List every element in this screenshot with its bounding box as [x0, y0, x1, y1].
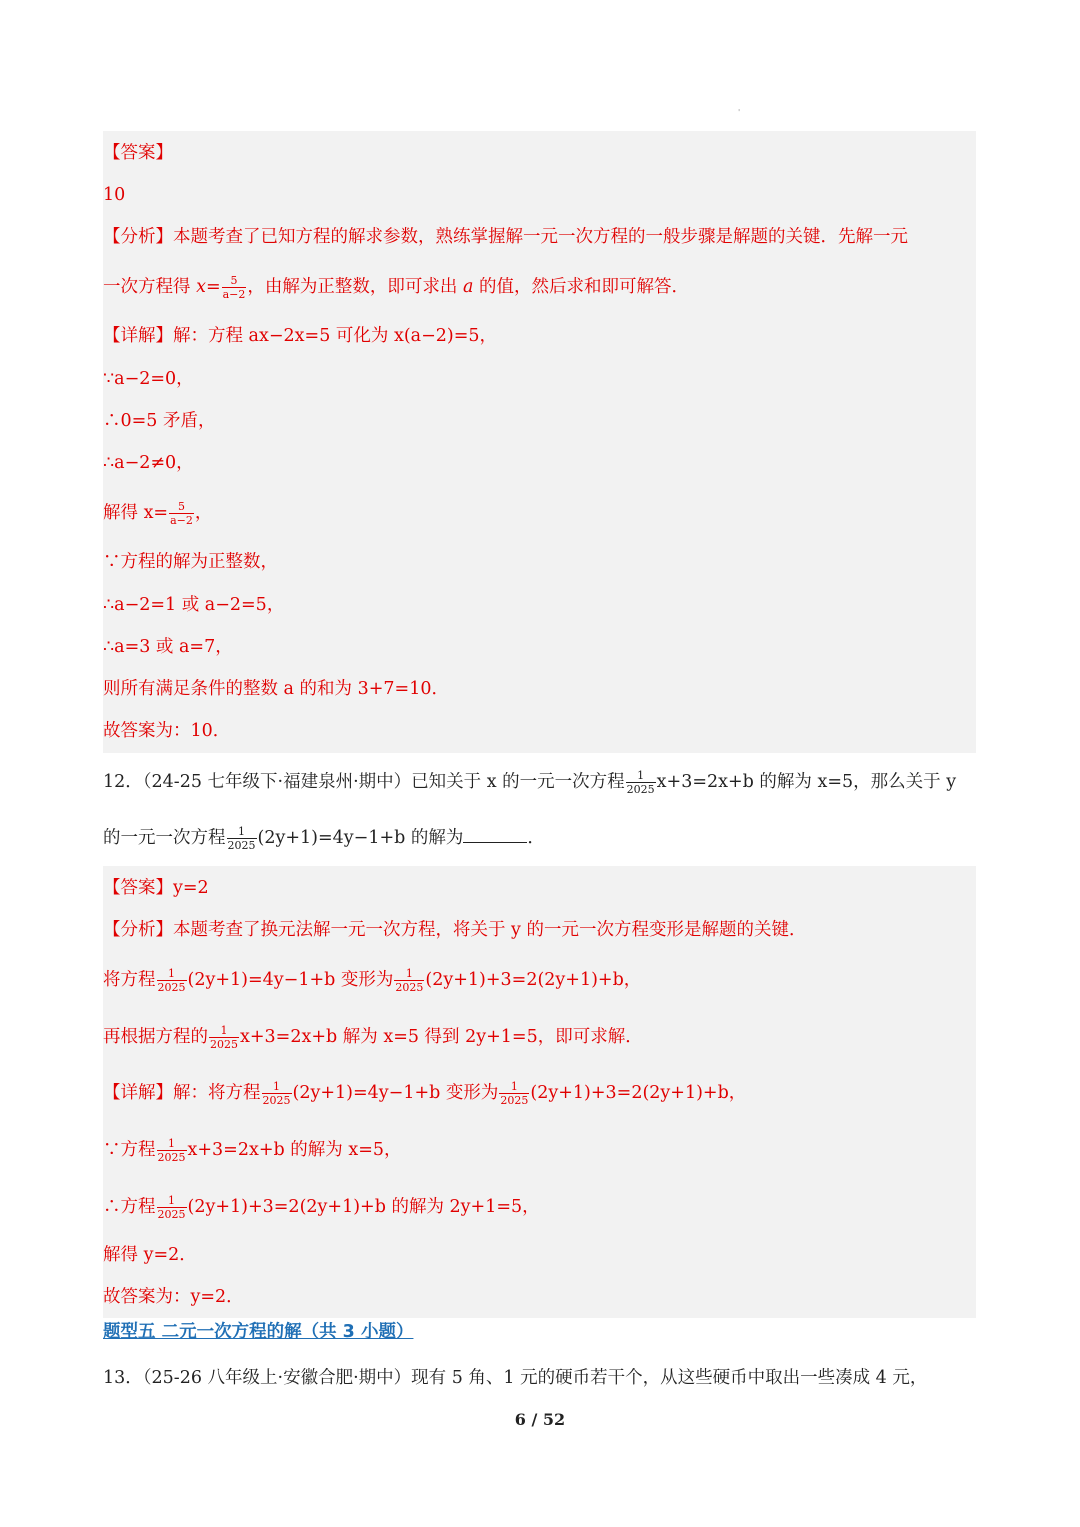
detail-line9-q11: 则所有满足条件的整数 a 的和为 3+7=10．	[103, 679, 449, 699]
detail-line1-q12	[103, 1081, 746, 1106]
page-number: 6 / 52	[514, 1410, 566, 1429]
fraction-numerator: 1	[227, 826, 257, 839]
analysis-line3-q12	[103, 1025, 643, 1050]
fraction	[262, 1081, 292, 1106]
detail-line4-q12: 解得 y=2．	[103, 1245, 197, 1265]
question-stem-q13: 13．（25-26 八年级上·安徽合肥·期中）现有 5 角、1 元的硬币若干个，从这些硬币中取出一些凑成 4 元，	[103, 1368, 928, 1388]
fraction	[209, 1025, 239, 1050]
analysis-line1-q11	[103, 226, 908, 248]
detail-text: 解得 x=	[103, 503, 169, 523]
fraction	[157, 1138, 187, 1163]
analysis-line1-q12	[103, 919, 807, 941]
fraction-numerator: 1	[626, 770, 656, 783]
analysis-label: 【分析】	[103, 920, 173, 940]
detail-line5-q12: 故答案为：y=2．	[103, 1287, 244, 1307]
detail-text: 解：将方程	[173, 1083, 261, 1103]
fraction-denominator: a−2	[170, 514, 193, 527]
fraction-denominator: 2025	[157, 981, 186, 994]
fraction-denominator: 2025	[210, 1038, 238, 1051]
fraction-numerator: 1	[394, 968, 424, 981]
fraction	[499, 1081, 529, 1106]
page-mark: '	[738, 108, 741, 117]
fraction	[394, 968, 424, 993]
fraction-numerator: 1	[262, 1081, 292, 1094]
stem-text: 12．（24-25 七年级下·福建泉州·期中）已知关于 x 的一元一次方程	[103, 772, 625, 792]
fraction-numerator: 1	[499, 1081, 529, 1094]
analysis-text-part: ，由解为正整数，即可求出	[247, 277, 463, 297]
detail-text: ∵方程	[103, 1140, 156, 1160]
fraction	[222, 275, 247, 300]
fraction	[157, 968, 187, 993]
detail-line3-q12	[103, 1195, 540, 1220]
analysis-label: 【分析】	[103, 227, 173, 247]
detail-text: x+3=2x+b 的解为 x=5，	[187, 1140, 402, 1160]
analysis-text: 本题考查了已知方程的解求参数，熟练掌握解一元一次方程的一般步骤是解题的关键．先解一元	[173, 227, 908, 247]
fraction-denominator: 2025	[626, 783, 655, 796]
analysis-text-part: 的值，然后求和即可解答．	[473, 277, 689, 297]
fraction-numerator: 5	[169, 501, 194, 514]
analysis-line2-q12	[103, 968, 641, 993]
fraction	[227, 826, 257, 851]
fraction-numerator: 5	[222, 275, 247, 288]
detail-label: 【详解】	[103, 1083, 173, 1103]
analysis-line2-q11: 一次方程得 x= $\frac{5}{a-2}$ ，由解为正整数，即可求出 a 的值，然后求和即可解答．	[103, 274, 689, 301]
question-stem-q12-line1	[103, 770, 956, 795]
detail-text: 解：方程 ax−2x=5 可化为 x(a−2)=5，	[173, 326, 498, 346]
fraction-numerator: 1	[157, 1138, 187, 1151]
fraction-denominator: 2025	[157, 1151, 186, 1164]
answer-label-q11: 【答案】	[103, 143, 173, 163]
fraction-denominator: 2025	[500, 1094, 529, 1107]
answer-value: y=2	[173, 878, 209, 898]
fraction	[157, 1195, 187, 1220]
fraction	[169, 501, 194, 526]
analysis-text-part: 再根据方程的	[103, 1027, 208, 1047]
detail-line3-q11: ∴0=5 矛盾，	[103, 411, 216, 431]
fraction-denominator: 2025	[157, 1208, 186, 1221]
analysis-text: 本题考查了换元法解一元一次方程，将关于 y 的一元一次方程变形是解题的关键．	[173, 920, 807, 940]
analysis-text-part: (2y+1)+3=2(2y+1)+b，	[425, 970, 642, 990]
analysis-text-part: x+3=2x+b 解为 x=5 得到 2y+1=5，即可求解．	[240, 1027, 643, 1047]
detail-line1-q11	[103, 325, 497, 347]
fraction-denominator: 2025	[262, 1094, 291, 1107]
detail-line2-q12	[103, 1138, 402, 1163]
solution-box-q11	[103, 131, 976, 753]
fraction-denominator: 2025	[395, 981, 424, 994]
detail-text: (2y+1)+3=2(2y+1)+b 的解为 2y+1=5，	[187, 1197, 540, 1217]
stem-text: 的一元一次方程	[103, 828, 226, 848]
detail-line8-q11: ∴a=3 或 a=7，	[103, 637, 233, 657]
detail-text: ∴方程	[103, 1197, 156, 1217]
stem-text: (2y+1)=4y−1+b 的解为	[257, 828, 464, 848]
answer-line-q12	[103, 877, 209, 899]
fraction-numerator: 1	[157, 968, 187, 981]
detail-line5-q11	[103, 501, 212, 526]
question-stem-q12-line2	[103, 826, 545, 851]
detail-text: ，	[194, 503, 213, 523]
stem-text: ．	[527, 828, 545, 848]
detail-label: 【详解】	[103, 326, 173, 346]
fraction-numerator: 1	[157, 1195, 187, 1208]
detail-line6-q11: ∵方程的解为正整数，	[103, 552, 278, 572]
stem-text: x+3=2x+b 的解为 x=5，那么关于 y	[656, 772, 957, 792]
analysis-text-part: 将方程	[103, 970, 156, 990]
detail-text: (2y+1)=4y−1+b 变形为	[292, 1083, 499, 1103]
fraction-numerator: 1	[209, 1025, 239, 1038]
fraction-denominator: a−2	[222, 288, 246, 301]
detail-line10-q11: 故答案为：10．	[103, 721, 231, 741]
answer-blank	[463, 826, 527, 843]
detail-line7-q11: ∴a−2=1 或 a−2=5，	[103, 595, 285, 615]
detail-line2-q11: ∵a−2=0，	[103, 369, 194, 389]
answer-label: 【答案】	[103, 878, 173, 898]
analysis-text-part: (2y+1)=4y−1+b 变形为	[187, 970, 394, 990]
section-title-link[interactable]: 题型五 二元一次方程的解（共 3 小题）	[103, 1322, 414, 1342]
detail-line4-q11: ∴a−2≠0，	[103, 453, 194, 473]
fraction	[626, 770, 656, 795]
fraction-denominator: 2025	[227, 839, 256, 852]
answer-value-q11: 10	[103, 185, 126, 205]
detail-text: (2y+1)+3=2(2y+1)+b，	[530, 1083, 747, 1103]
analysis-text-part: 一次方程得	[103, 277, 197, 297]
